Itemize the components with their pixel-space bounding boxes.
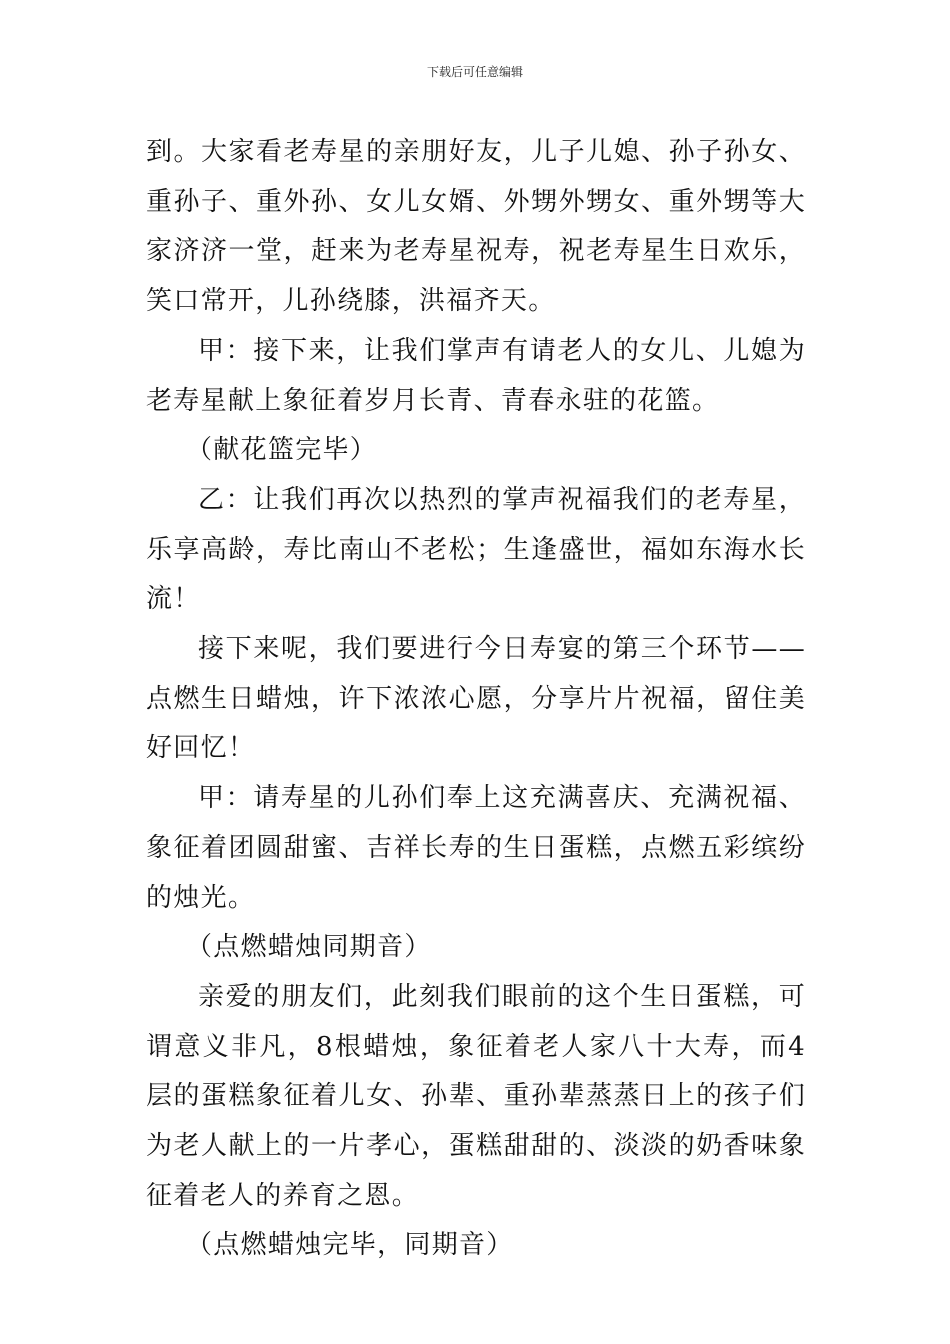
stage-note-candles: （点燃蜡烛同期音） — [186, 932, 432, 963]
paragraph-jia-cake: 甲：请寿星的儿孙们奉上这充满喜庆、充满祝福、象征着团圆甜蜜、吉祥长寿的生日蛋糕，点燃五彩缤纷的烛光。 — [146, 783, 806, 913]
page-header: 下载后可任意编辑 — [426, 65, 523, 79]
paragraph-cake-meaning: 亲爱的朋友们，此刻我们眼前的这个生日蛋糕，可谓意义非凡，8根蜡烛，象征着老人家八十大寿，而4层的蛋糕象征着儿女、孙辈、重孙辈蒸蒸日上的孩子们为老人献上的一片孝心，蛋糕甜甜的、淡淡的奶香味象征着老人的养育之恩。 — [146, 981, 806, 1211]
paragraph-continuation: 到。大家看老寿星的亲朋好友，儿子儿媳、孙子孙女、重孙子、重外孙、女儿女婿、外甥外甥女、重外甥等大家济济一堂，赶来为老寿星祝寿，祝老寿星生日欢乐，笑口常开，儿孙绕膝，洪福齐天。 — [146, 137, 806, 317]
paragraph-jia-flower-basket: 甲：接下来，让我们掌声有请老人的女儿、儿媳为老寿星献上象征着岁月长青、青春永驻的花篮。 — [146, 335, 806, 416]
stage-note-candles-done: （点燃蜡烛完毕，同期音） — [186, 1230, 514, 1261]
document-body — [146, 128, 806, 1271]
paragraph-third-segment: 接下来呢，我们要进行今日寿宴的第三个环节——点燃生日蜡烛，许下浓浓心愿，分享片片祝福，留住美好回忆！ — [146, 634, 806, 764]
paragraph-yi-blessing: 乙：让我们再次以热烈的掌声祝福我们的老寿星，乐享高龄，寿比南山不老松；生逢盛世，福如东海水长流！ — [146, 484, 806, 615]
stage-note-flower-basket: （献花篮完毕） — [186, 435, 378, 466]
